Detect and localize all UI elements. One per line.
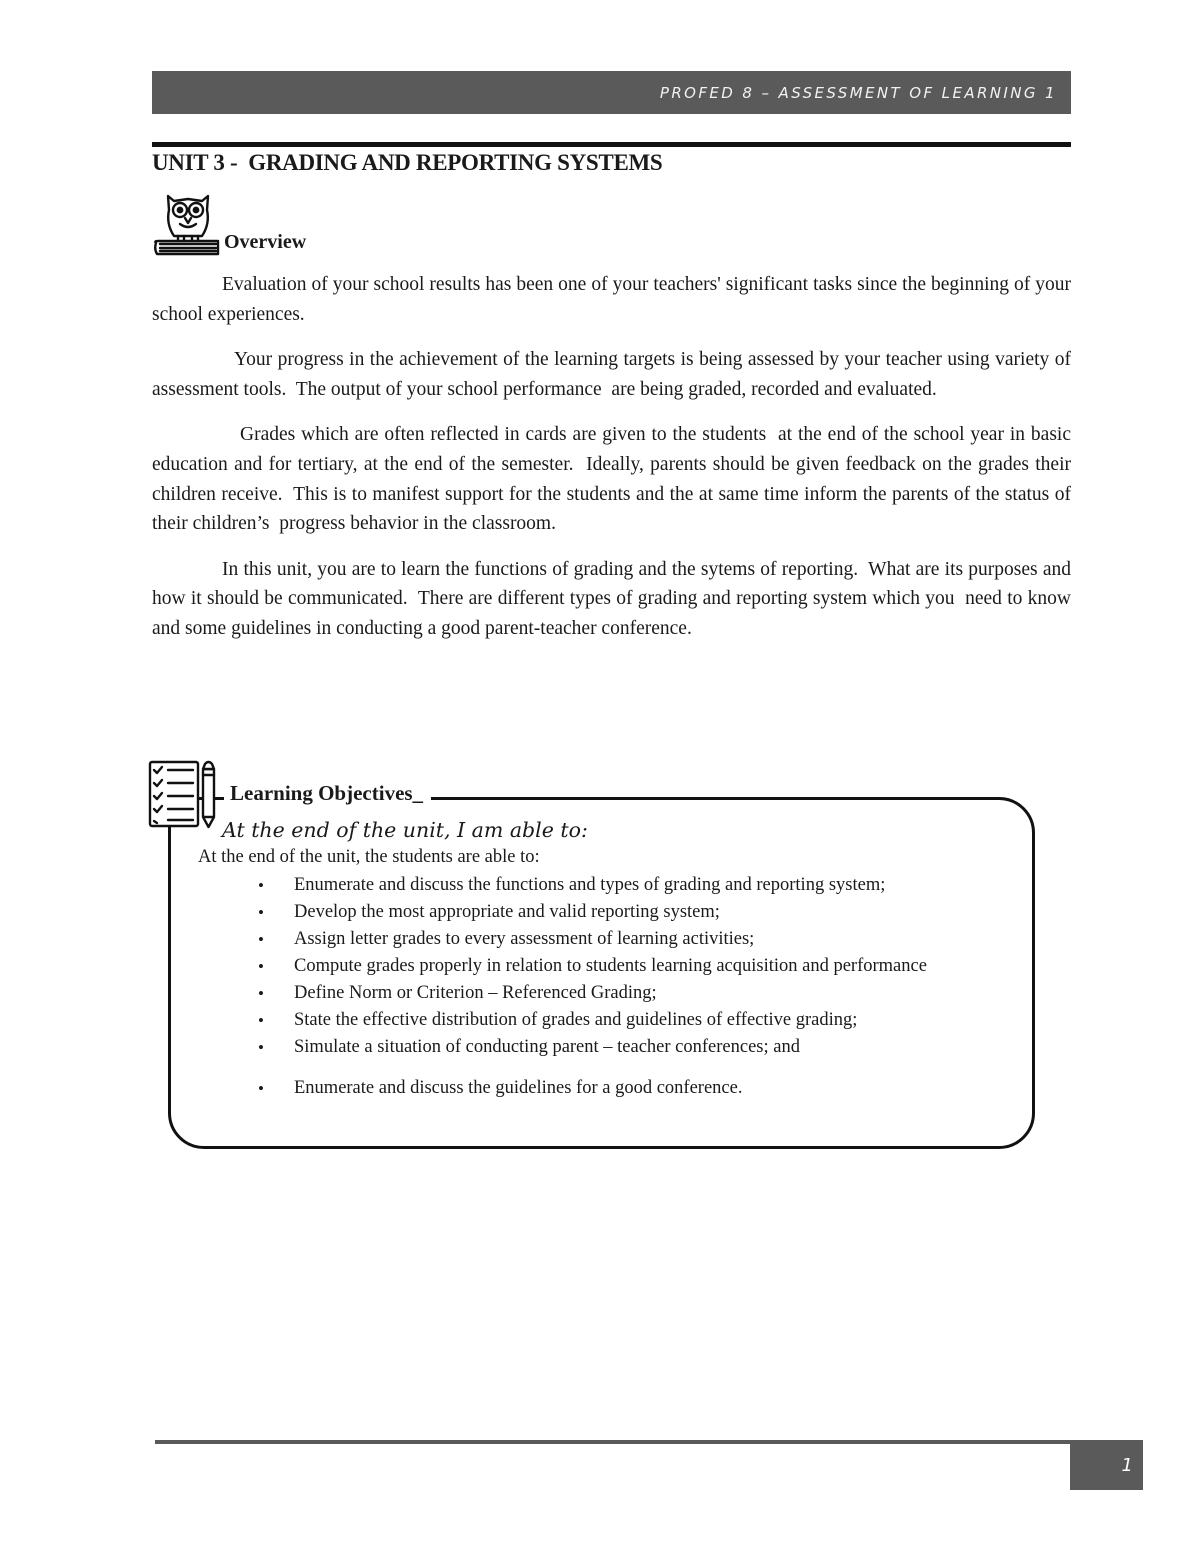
objective-item — [254, 981, 1044, 1008]
owl-on-book-icon — [152, 188, 224, 260]
objective-item — [254, 1076, 1044, 1103]
objective-text: Simulate a situation of conducting parent – teacher conferences; and — [294, 1037, 800, 1057]
unit-title: UNIT 3 - GRADING AND REPORTING SYSTEMS — [152, 150, 663, 175]
overview-heading: Overview — [224, 231, 307, 253]
bullet: • — [258, 903, 264, 922]
page-number-box — [1070, 1440, 1143, 1490]
objective-item — [254, 1008, 1044, 1035]
objective-text: Assign letter grades to every assessment of learning activities; — [294, 929, 755, 949]
header-rule — [152, 142, 1071, 147]
bullet: • — [258, 1079, 264, 1098]
bullet: • — [258, 930, 264, 949]
objective-text: Develop the most appropriate and valid reporting system; — [294, 902, 720, 922]
course-title: PROFED 8 – ASSESSMENT OF LEARNING 1 — [659, 83, 1057, 102]
objective-text: Enumerate and discuss the guidelines for a good conference. — [294, 1078, 743, 1098]
objectives-intro: At the end of the unit, I am able to: — [222, 818, 588, 842]
objectives-heading-wrap — [224, 781, 431, 806]
objective-item — [254, 954, 1044, 981]
overview-paragraph: Evaluation of your school results has been one of your teachers' significant tasks since the beginning of your school experiences. — [152, 274, 1076, 325]
objectives-list — [254, 873, 1044, 1103]
header-bar — [152, 71, 1071, 114]
objective-text: Enumerate and discuss the functions and types of grading and reporting system; — [294, 875, 886, 895]
objective-item — [254, 927, 1044, 954]
overview-paragraph: Grades which are often reflected in cards are given to the students at the end of the school year in basic education and for tertiary, at the end of the semester. Ideally, parents should be given feedback on the grades their children receive. This is to manifest support for the students and the at same time inform the parents of the status of their children’s progress behavior in the classroom. — [152, 424, 1076, 535]
overview-paragraph: Your progress in the achievement of the learning targets is being assessed by your teacher using variety of assessment tools. The output of your school performance are being graded, recorded and evaluated. — [152, 349, 1076, 400]
objective-text: State the effective distribution of grades and guidelines of effective grading; — [294, 1010, 858, 1030]
page-number: 1 — [1121, 1454, 1133, 1476]
objective-item — [254, 873, 1044, 900]
objective-text: Define Norm or Criterion – Referenced Grading; — [294, 983, 657, 1003]
overview-body — [152, 270, 1076, 660]
objectives-heading: Learning Objectives_ — [230, 781, 424, 805]
objective-text: Compute grades properly in relation to students learning acquisition and performance — [294, 956, 927, 976]
bullet: • — [258, 876, 264, 895]
footer-rule — [155, 1440, 1070, 1444]
checklist-pencil-icon — [146, 757, 220, 831]
bullet: • — [258, 984, 264, 1003]
overview-paragraph: In this unit, you are to learn the functions of grading and the sytems of reporting. What are its purposes and how it should be communicated. There are different types of grading and reporting system which you need to know and some guidelines in conducting a good parent-teacher conference. — [152, 558, 1076, 639]
bullet: • — [258, 957, 264, 976]
objective-item — [254, 1035, 1044, 1062]
bullet: • — [258, 1011, 264, 1030]
objectives-lead: At the end of the unit, the students are able to: — [198, 847, 540, 867]
bullet: • — [258, 1038, 264, 1057]
objective-item — [254, 900, 1044, 927]
